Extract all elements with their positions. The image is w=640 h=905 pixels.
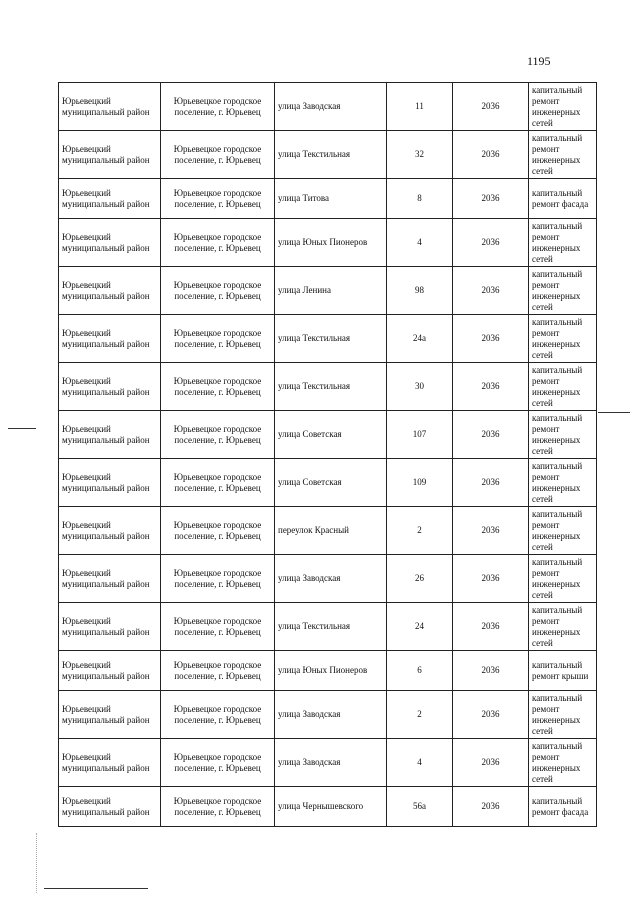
district-cell: Юрьевецкий муниципальный район bbox=[59, 179, 161, 219]
table-row bbox=[59, 651, 597, 691]
street-cell: улица Советская bbox=[275, 459, 387, 507]
scan-mark-right bbox=[598, 412, 630, 413]
year-cell: 2036 bbox=[453, 131, 529, 179]
table-row bbox=[59, 131, 597, 179]
year-cell: 2036 bbox=[453, 739, 529, 787]
district-cell: Юрьевецкий муниципальный район bbox=[59, 507, 161, 555]
year-cell: 2036 bbox=[453, 507, 529, 555]
house-number-cell: 2 bbox=[387, 691, 453, 739]
house-number-cell: 109 bbox=[387, 459, 453, 507]
district-cell: Юрьевецкий муниципальный район bbox=[59, 651, 161, 691]
work-type-cell: капитальный ремонт инженерных сетей bbox=[529, 363, 597, 411]
table-row bbox=[59, 363, 597, 411]
district-cell: Юрьевецкий муниципальный район bbox=[59, 267, 161, 315]
table-row bbox=[59, 555, 597, 603]
work-type-cell: капитальный ремонт инженерных сетей bbox=[529, 691, 597, 739]
settlement-cell: Юрьевецкое городское поселение, г. Юрьевец bbox=[161, 411, 275, 459]
street-cell: улица Чернышевского bbox=[275, 787, 387, 827]
district-cell: Юрьевецкий муниципальный район bbox=[59, 219, 161, 267]
settlement-cell: Юрьевецкое городское поселение, г. Юрьевец bbox=[161, 787, 275, 827]
street-cell: улица Ленина bbox=[275, 267, 387, 315]
district-cell: Юрьевецкий муниципальный район bbox=[59, 691, 161, 739]
street-cell: переулок Красный bbox=[275, 507, 387, 555]
settlement-cell: Юрьевецкое городское поселение, г. Юрьевец bbox=[161, 267, 275, 315]
year-cell: 2036 bbox=[453, 603, 529, 651]
district-cell: Юрьевецкий муниципальный район bbox=[59, 787, 161, 827]
table-row bbox=[59, 315, 597, 363]
work-type-cell: капитальный ремонт инженерных сетей bbox=[529, 507, 597, 555]
settlement-cell: Юрьевецкое городское поселение, г. Юрьевец bbox=[161, 691, 275, 739]
house-number-cell: 26 bbox=[387, 555, 453, 603]
settlement-cell: Юрьевецкое городское поселение, г. Юрьевец bbox=[161, 363, 275, 411]
repair-register-table bbox=[58, 82, 597, 827]
house-number-cell: 107 bbox=[387, 411, 453, 459]
house-number-cell: 2 bbox=[387, 507, 453, 555]
work-type-cell: капитальный ремонт инженерных сетей bbox=[529, 267, 597, 315]
year-cell: 2036 bbox=[453, 787, 529, 827]
house-number-cell: 32 bbox=[387, 131, 453, 179]
page-number: 1195 bbox=[527, 54, 551, 68]
table-row bbox=[59, 787, 597, 827]
settlement-cell: Юрьевецкое городское поселение, г. Юрьевец bbox=[161, 219, 275, 267]
table-row bbox=[59, 411, 597, 459]
house-number-cell: 11 bbox=[387, 83, 453, 131]
table-row bbox=[59, 267, 597, 315]
district-cell: Юрьевецкий муниципальный район bbox=[59, 83, 161, 131]
table-row bbox=[59, 83, 597, 131]
house-number-cell: 30 bbox=[387, 363, 453, 411]
scan-mark-left bbox=[8, 428, 36, 429]
street-cell: улица Заводская bbox=[275, 83, 387, 131]
settlement-cell: Юрьевецкое городское поселение, г. Юрьевец bbox=[161, 555, 275, 603]
year-cell: 2036 bbox=[453, 219, 529, 267]
work-type-cell: капитальный ремонт инженерных сетей bbox=[529, 603, 597, 651]
year-cell: 2036 bbox=[453, 459, 529, 507]
district-cell: Юрьевецкий муниципальный район bbox=[59, 363, 161, 411]
work-type-cell: капитальный ремонт инженерных сетей bbox=[529, 83, 597, 131]
street-cell: улица Юных Пионеров bbox=[275, 651, 387, 691]
work-type-cell: капитальный ремонт инженерных сетей bbox=[529, 219, 597, 267]
settlement-cell: Юрьевецкое городское поселение, г. Юрьевец bbox=[161, 131, 275, 179]
table-body bbox=[59, 83, 597, 827]
house-number-cell: 56а bbox=[387, 787, 453, 827]
settlement-cell: Юрьевецкое городское поселение, г. Юрьевец bbox=[161, 507, 275, 555]
year-cell: 2036 bbox=[453, 267, 529, 315]
settlement-cell: Юрьевецкое городское поселение, г. Юрьевец bbox=[161, 83, 275, 131]
district-cell: Юрьевецкий муниципальный район bbox=[59, 459, 161, 507]
house-number-cell: 98 bbox=[387, 267, 453, 315]
work-type-cell: капитальный ремонт инженерных сетей bbox=[529, 411, 597, 459]
settlement-cell: Юрьевецкое городское поселение, г. Юрьевец bbox=[161, 651, 275, 691]
year-cell: 2036 bbox=[453, 411, 529, 459]
settlement-cell: Юрьевецкое городское поселение, г. Юрьевец bbox=[161, 603, 275, 651]
work-type-cell: капитальный ремонт крыши bbox=[529, 651, 597, 691]
work-type-cell: капитальный ремонт фасада bbox=[529, 787, 597, 827]
settlement-cell: Юрьевецкое городское поселение, г. Юрьевец bbox=[161, 739, 275, 787]
house-number-cell: 4 bbox=[387, 739, 453, 787]
settlement-cell: Юрьевецкое городское поселение, г. Юрьевец bbox=[161, 459, 275, 507]
district-cell: Юрьевецкий муниципальный район bbox=[59, 131, 161, 179]
scan-dots bbox=[36, 833, 38, 893]
street-cell: улица Текстильная bbox=[275, 315, 387, 363]
work-type-cell: капитальный ремонт инженерных сетей bbox=[529, 739, 597, 787]
street-cell: улица Заводская bbox=[275, 555, 387, 603]
year-cell: 2036 bbox=[453, 83, 529, 131]
street-cell: улица Советская bbox=[275, 411, 387, 459]
work-type-cell: капитальный ремонт инженерных сетей bbox=[529, 315, 597, 363]
table-row bbox=[59, 179, 597, 219]
house-number-cell: 8 bbox=[387, 179, 453, 219]
street-cell: улица Титова bbox=[275, 179, 387, 219]
settlement-cell: Юрьевецкое городское поселение, г. Юрьевец bbox=[161, 179, 275, 219]
year-cell: 2036 bbox=[453, 179, 529, 219]
work-type-cell: капитальный ремонт фасада bbox=[529, 179, 597, 219]
district-cell: Юрьевецкий муниципальный район bbox=[59, 739, 161, 787]
district-cell: Юрьевецкий муниципальный район bbox=[59, 411, 161, 459]
district-cell: Юрьевецкий муниципальный район bbox=[59, 603, 161, 651]
street-cell: улица Текстильная bbox=[275, 131, 387, 179]
street-cell: улица Заводская bbox=[275, 691, 387, 739]
table-row bbox=[59, 691, 597, 739]
house-number-cell: 4 bbox=[387, 219, 453, 267]
district-cell: Юрьевецкий муниципальный район bbox=[59, 315, 161, 363]
street-cell: улица Юных Пионеров bbox=[275, 219, 387, 267]
table-row bbox=[59, 603, 597, 651]
district-cell: Юрьевецкий муниципальный район bbox=[59, 555, 161, 603]
house-number-cell: 24 bbox=[387, 603, 453, 651]
house-number-cell: 24а bbox=[387, 315, 453, 363]
footnote-line bbox=[44, 888, 148, 889]
year-cell: 2036 bbox=[453, 691, 529, 739]
work-type-cell: капитальный ремонт инженерных сетей bbox=[529, 555, 597, 603]
year-cell: 2036 bbox=[453, 363, 529, 411]
table-row bbox=[59, 219, 597, 267]
house-number-cell: 6 bbox=[387, 651, 453, 691]
street-cell: улица Текстильная bbox=[275, 363, 387, 411]
table-row bbox=[59, 459, 597, 507]
work-type-cell: капитальный ремонт инженерных сетей bbox=[529, 131, 597, 179]
table-row bbox=[59, 739, 597, 787]
settlement-cell: Юрьевецкое городское поселение, г. Юрьевец bbox=[161, 315, 275, 363]
year-cell: 2036 bbox=[453, 555, 529, 603]
street-cell: улица Текстильная bbox=[275, 603, 387, 651]
table-row bbox=[59, 507, 597, 555]
work-type-cell: капитальный ремонт инженерных сетей bbox=[529, 459, 597, 507]
year-cell: 2036 bbox=[453, 651, 529, 691]
street-cell: улица Заводская bbox=[275, 739, 387, 787]
year-cell: 2036 bbox=[453, 315, 529, 363]
